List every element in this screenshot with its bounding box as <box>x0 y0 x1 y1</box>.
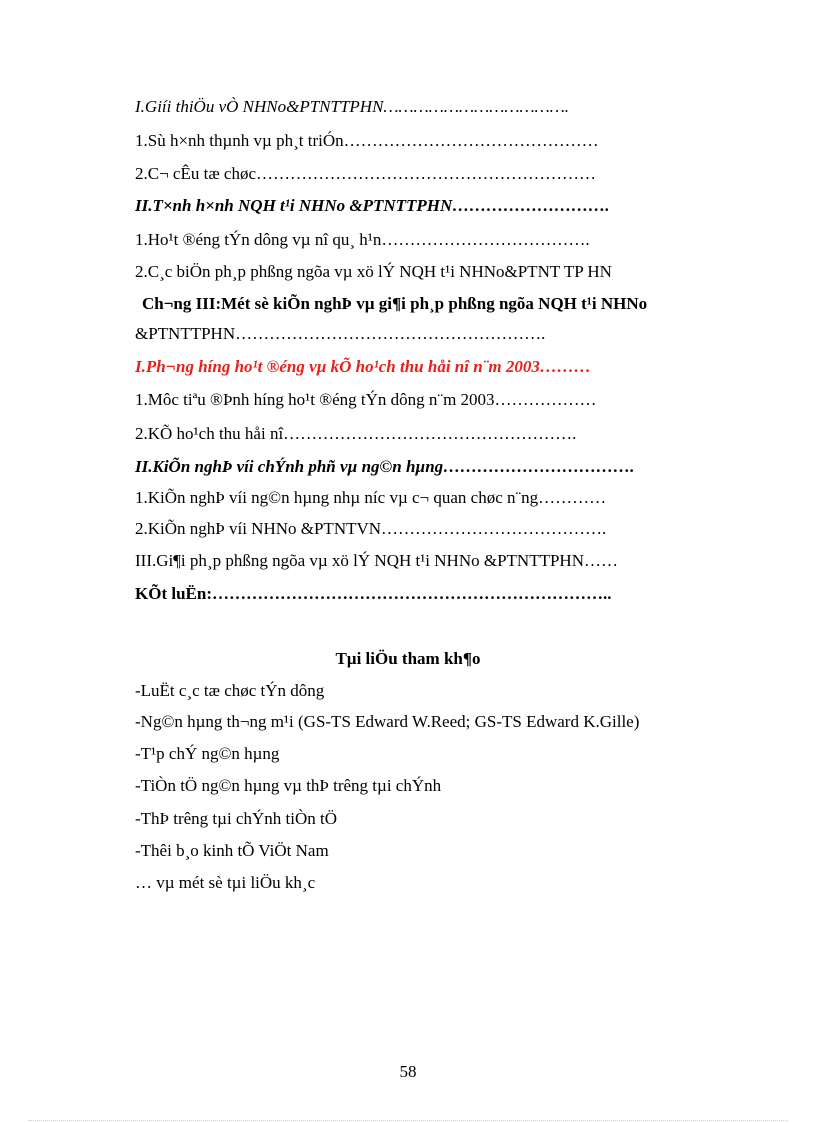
reference-item: … vµ mét sè tµi liÖu kh¸c <box>135 873 316 892</box>
toc-item: 1.Ho¹t ®éng tÝn dông vµ nî qu¸ h¹n………………………………. <box>135 230 590 249</box>
reference-item: -Thêi b¸o kinh tÕ ViÖt Nam <box>135 841 329 860</box>
toc-conclusion: KÕt luËn:…………………………………………………………….. <box>135 584 612 603</box>
reference-item: -ThÞ trêng tµi chÝnh tiÒn tÖ <box>135 809 337 828</box>
reference-item: -T¹p chÝ ng©n hµng <box>135 744 280 763</box>
reference-item: -TiÒn tÖ ng©n hµng vµ thÞ trêng tµi chÝnh <box>135 776 442 795</box>
reference-item: -Ng©n hµng th¬ng m¹i (GS-TS Edward W.Reed; GS-TS Edward K.Gille) <box>135 712 640 731</box>
toc-section-heading: II.KiÕn nghÞ víi chÝnh phñ vµ ng©n hµng……………………………. <box>135 457 635 476</box>
toc-item: 2.C¸c biÖn ph¸p phßng ngõa vµ xö lÝ NQH t¹i NHNo&PTNT TP HN <box>135 262 612 281</box>
toc-section-heading-red: I.Ph¬ng híng ho¹t ®éng vµ kÕ ho¹ch thu håi nî n¨m 2003……… <box>135 357 591 376</box>
toc-item: 2.C¬ cÊu tæ chøc…………………………………………………… <box>135 164 597 183</box>
toc-item: 2.KiÕn nghÞ víi NHNo &PTNTVN…………………………………. <box>135 519 607 538</box>
toc-item: 1.KiÕn nghÞ víi ng©n hµng nhµ níc vµ c¬ quan chøc n¨ng………… <box>135 488 607 507</box>
toc-section-2-heading: II.T×nh h×nh NQH t¹i NHNo &PTNTTPHN………………………. <box>135 196 610 215</box>
toc-item: III.Gi¶i ph¸p phßng ngõa vµ xö lÝ NQH t¹i NHNo &PTNTTPHN…… <box>135 551 618 570</box>
toc-section-1-heading: I.Giíi thiÖu vÒ NHNo&PTNTTPHN………………………………. <box>135 97 570 116</box>
reference-item: -LuËt c¸c tæ chøc tÝn dông <box>135 681 325 700</box>
toc-item: 1.Môc tiªu ®Þnh híng ho¹t ®éng tÝn dông n¨m 2003……………… <box>135 390 597 409</box>
toc-chapter-3-heading: Ch¬ng III:Mét sè kiÕn nghÞ vµ gi¶i ph¸p phßng ngõa NQH t¹i NHNo <box>142 294 648 313</box>
toc-item: 2.KÕ ho¹ch thu håi nî……………………………………………. <box>135 424 577 443</box>
page-bottom-divider <box>28 1120 788 1121</box>
toc-item: 1.Sù h×nh thµnh vµ ph¸t triÓn……………………………………… <box>135 131 599 150</box>
references-title: Tµi liÖu tham kh¶o <box>335 649 481 668</box>
page-number: 58 <box>399 1062 417 1081</box>
toc-chapter-3-heading-cont: &PTNTTPHN………………………………………………. <box>135 324 546 343</box>
